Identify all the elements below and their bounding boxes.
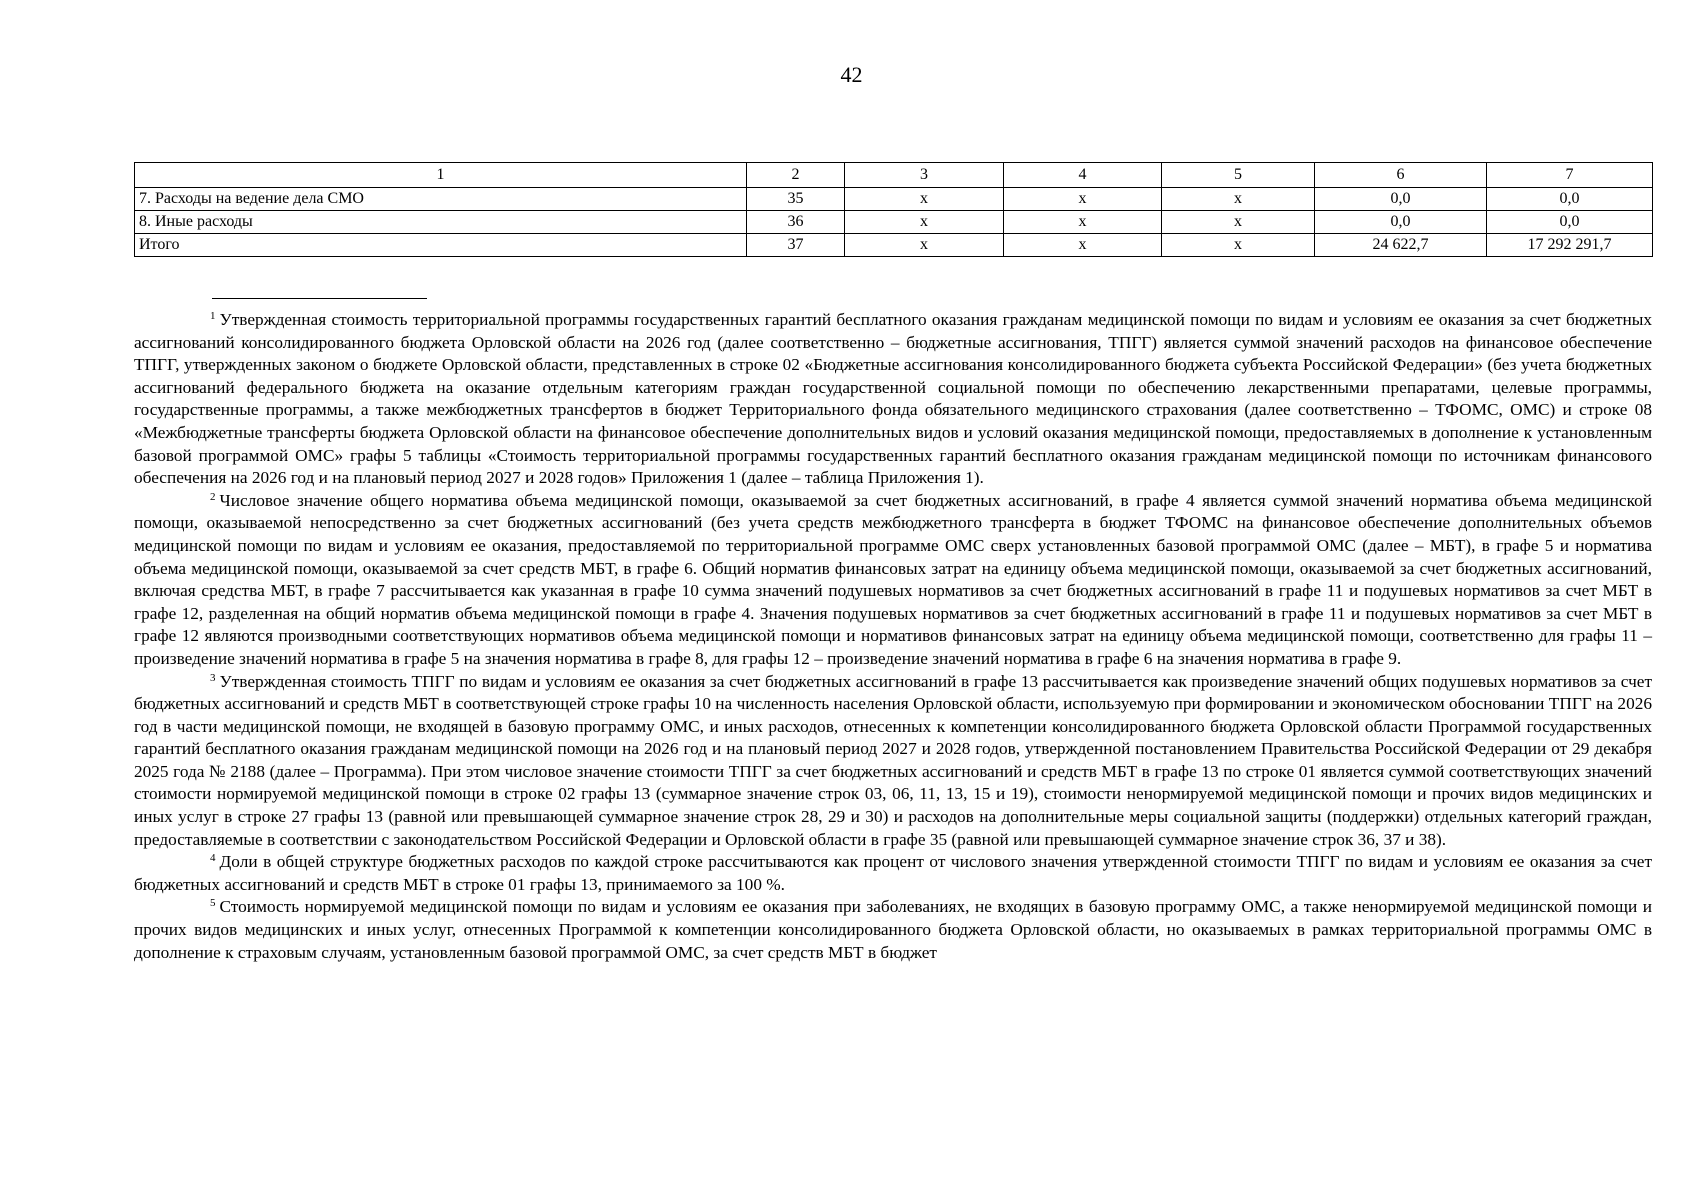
footnote-mark: 2 xyxy=(210,490,216,503)
footnote-text: Утвержденная стоимость территориальной программы государственных гарантий бесплатного оказания гражданам медицинской помощи по видам и условиям ее оказания за счет бюджетных ассигнований консолидированного бюджета Орловской области на 2026 год (далее соответственно – бюджетные ассигнования, ТПГГ) является суммой значений расходов на финансовое обеспечение ТПГГ, утвержденных законом о бюджете Орловской области, представленных в строке 02 «Бюджетные ассигнования консолидированного бюджета субъекта Российской Федерации» (без учета бюджетных ассигнований федерального бюджета на оказание отдельным категориям граждан государственной социальной помощи по обеспечению лекарственными препаратами, целевые программы, государственные программы, а также межбюджетных трансфертов в бюджет Территориального фонда обязательного медицинского страхования (далее соответственно – ТФОМС, ОМС) и строке 08 «Межбюджетные трансферты бюджета Орловской области на финансовое обеспечение дополнительных видов и условий оказания медицинской помощи, предоставляемых в дополнение к установленным базовой программой ОМС» графы 5 таблицы «Стоимость территориальной программы государственных гарантий бесплатного оказания гражданам медицинской помощи по источникам финансового обеспечения на 2026 год и на плановый период 2027 и 2028 годов» Приложения 1 (далее – таблица Приложения 1). xyxy=(134,310,1652,488)
table-cell: х xyxy=(1004,188,1162,211)
expenses-table xyxy=(134,162,1653,257)
row-label: Итого xyxy=(135,234,747,257)
table-cell: х xyxy=(1162,234,1315,257)
table-cell: х xyxy=(1004,234,1162,257)
footnote-text: Стоимость нормируемой медицинской помощи по видам и условиям ее оказания при заболеваниях, не входящих в базовую программу ОМС, а также ненормируемой медицинской помощи и прочих видов медицинских и иных услуг, отнесенных Программой к компетенции консолидированного бюджета Орловской области, но оказываемых в рамках территориальной программы ОМС в дополнение к страховым случаям, установленным базовой программой ОМС, за счет средств МБТ в бюджет xyxy=(134,897,1652,962)
table-cell: 17 292 291,7 xyxy=(1487,234,1653,257)
footnote xyxy=(134,851,1652,896)
column-header: 4 xyxy=(1004,163,1162,188)
row-label: 7. Расходы на ведение дела СМО xyxy=(135,188,747,211)
table-cell: х xyxy=(1004,211,1162,234)
column-header: 6 xyxy=(1315,163,1487,188)
column-header: 2 xyxy=(747,163,845,188)
footnote-text: Доли в общей структуре бюджетных расходов по каждой строке рассчитываются как процент от числового значения утвержденной стоимости ТПГГ по видам и условиям ее оказания за счет бюджетных ассигнований и средств МБТ в строке 01 графы 13, принимаемого за 100 %. xyxy=(134,852,1652,894)
footnote-mark: 4 xyxy=(210,852,216,865)
footnote-text: Утвержденная стоимость ТПГГ по видам и условиям ее оказания за счет бюджетных ассигнований в графе 13 рассчитывается как произведение значений общих подушевых нормативов за счет бюджетных ассигнований и средств МБТ в соответствующей строке графы 10 на численность населения Орловской области, используемую при формировании и экономическом обосновании ТПГГ на 2026 год в части медицинской помощи, не входящей в базовую программу ОМС, и иных расходов, отнесенных к компетенции консолидированного бюджета Орловской области Программой государственных гарантий бесплатного оказания гражданам медицинской помощи на 2026 год и на плановый период 2027 и 2028 годов, утвержденной постановлением Правительства Российской Федерации от 29 декабря 2025 года № 2188 (далее – Программа). При этом числовое значение стоимости ТПГГ за счет бюджетных ассигнований и средств МБТ в графе 13 по строке 01 является суммой соответствующих значений стоимости нормируемой медицинской помощи в строке 02 графы 13 (суммарное значение строк 03, 06, 11, 13, 15 и 19), стоимости ненормируемой медицинской помощи и прочих видов медицинских и иных услуг в строке 27 графы 13 (равной или превышающей суммарное значение строк 28, 29 и 30) и расходов на дополнительные меры социальной защиты (поддержки) отдельных категорий граждан, предоставляемые в соответствии с законодательством Российской Федерации и Орловской области в графе 35 (равной или превышающей суммарное значение строк 36, 37 и 38). xyxy=(134,671,1652,849)
table-row-total xyxy=(135,234,1653,257)
footnote-text: Числовое значение общего норматива объема медицинской помощи, оказываемой за счет бюджетных ассигнований, в графе 4 является суммой значений норматива объема медицинской помощи, оказываемой непосредственно за счет бюджетных ассигнований (без учета средств межбюджетного трансферта в бюджет ТФОМС на финансовое обеспечение дополнительных объемов медицинской помощи по видам и условиям ее оказания, предоставляемой по территориальной программе ОМС сверх установленных базовой программой ОМС (далее – МБТ), в графе 5 и норматива объема медицинской помощи, оказываемой за счет средств МБТ, в графе 6. Общий норматив финансовых затрат на единицу объема медицинской помощи, оказываемой за счет бюджетных ассигнований, включая средства МБТ, в графе 7 рассчитывается как указанная в графе 10 сумма значений подушевых нормативов за счет бюджетных ассигнований в графе 11 и подушевых нормативов за счет МБТ в графе 12, разделенная на общий норматив объема медицинской помощи в графе 4. Значения подушевых нормативов за счет бюджетных ассигнований в графе 11 и подушевых нормативов за счет МБТ в графе 12 являются производными соответствующих нормативов объема медицинской помощи и нормативов финансовых затрат на единицу объема медицинской помощи, соответственно для графы 11 – произведение значений норматива в графе 5 на значения норматива в графе 8, для графы 12 – произведение значений норматива в графе 6 на значения норматива в графе 9. xyxy=(134,490,1652,668)
table-cell: 24 622,7 xyxy=(1315,234,1487,257)
table-cell: 0,0 xyxy=(1315,211,1487,234)
table-cell: х xyxy=(845,188,1004,211)
table-cell: 37 xyxy=(747,234,845,257)
column-header: 5 xyxy=(1162,163,1315,188)
footnote xyxy=(134,671,1652,852)
footnote-separator xyxy=(212,298,427,299)
table-header-row xyxy=(135,163,1653,188)
footnote xyxy=(134,490,1652,671)
table-cell: 0,0 xyxy=(1315,188,1487,211)
table-cell: х xyxy=(845,234,1004,257)
footnote xyxy=(134,896,1652,964)
footnote xyxy=(134,309,1652,490)
table-cell: х xyxy=(1162,188,1315,211)
row-label: 8. Иные расходы xyxy=(135,211,747,234)
table-cell: х xyxy=(845,211,1004,234)
table-row xyxy=(135,211,1653,234)
table-cell: 0,0 xyxy=(1487,211,1653,234)
page-number: 42 xyxy=(840,62,863,87)
column-header: 1 xyxy=(135,163,747,188)
footnote-mark: 3 xyxy=(210,671,216,684)
table-row xyxy=(135,188,1653,211)
table-cell: х xyxy=(1162,211,1315,234)
footnotes xyxy=(134,309,1652,964)
footnote-mark: 1 xyxy=(210,310,216,322)
table-cell: 36 xyxy=(747,211,845,234)
table-cell: 0,0 xyxy=(1487,188,1653,211)
column-header: 3 xyxy=(845,163,1004,188)
table-cell: 35 xyxy=(747,188,845,211)
column-header: 7 xyxy=(1487,163,1653,188)
footnote-mark: 5 xyxy=(210,897,216,910)
